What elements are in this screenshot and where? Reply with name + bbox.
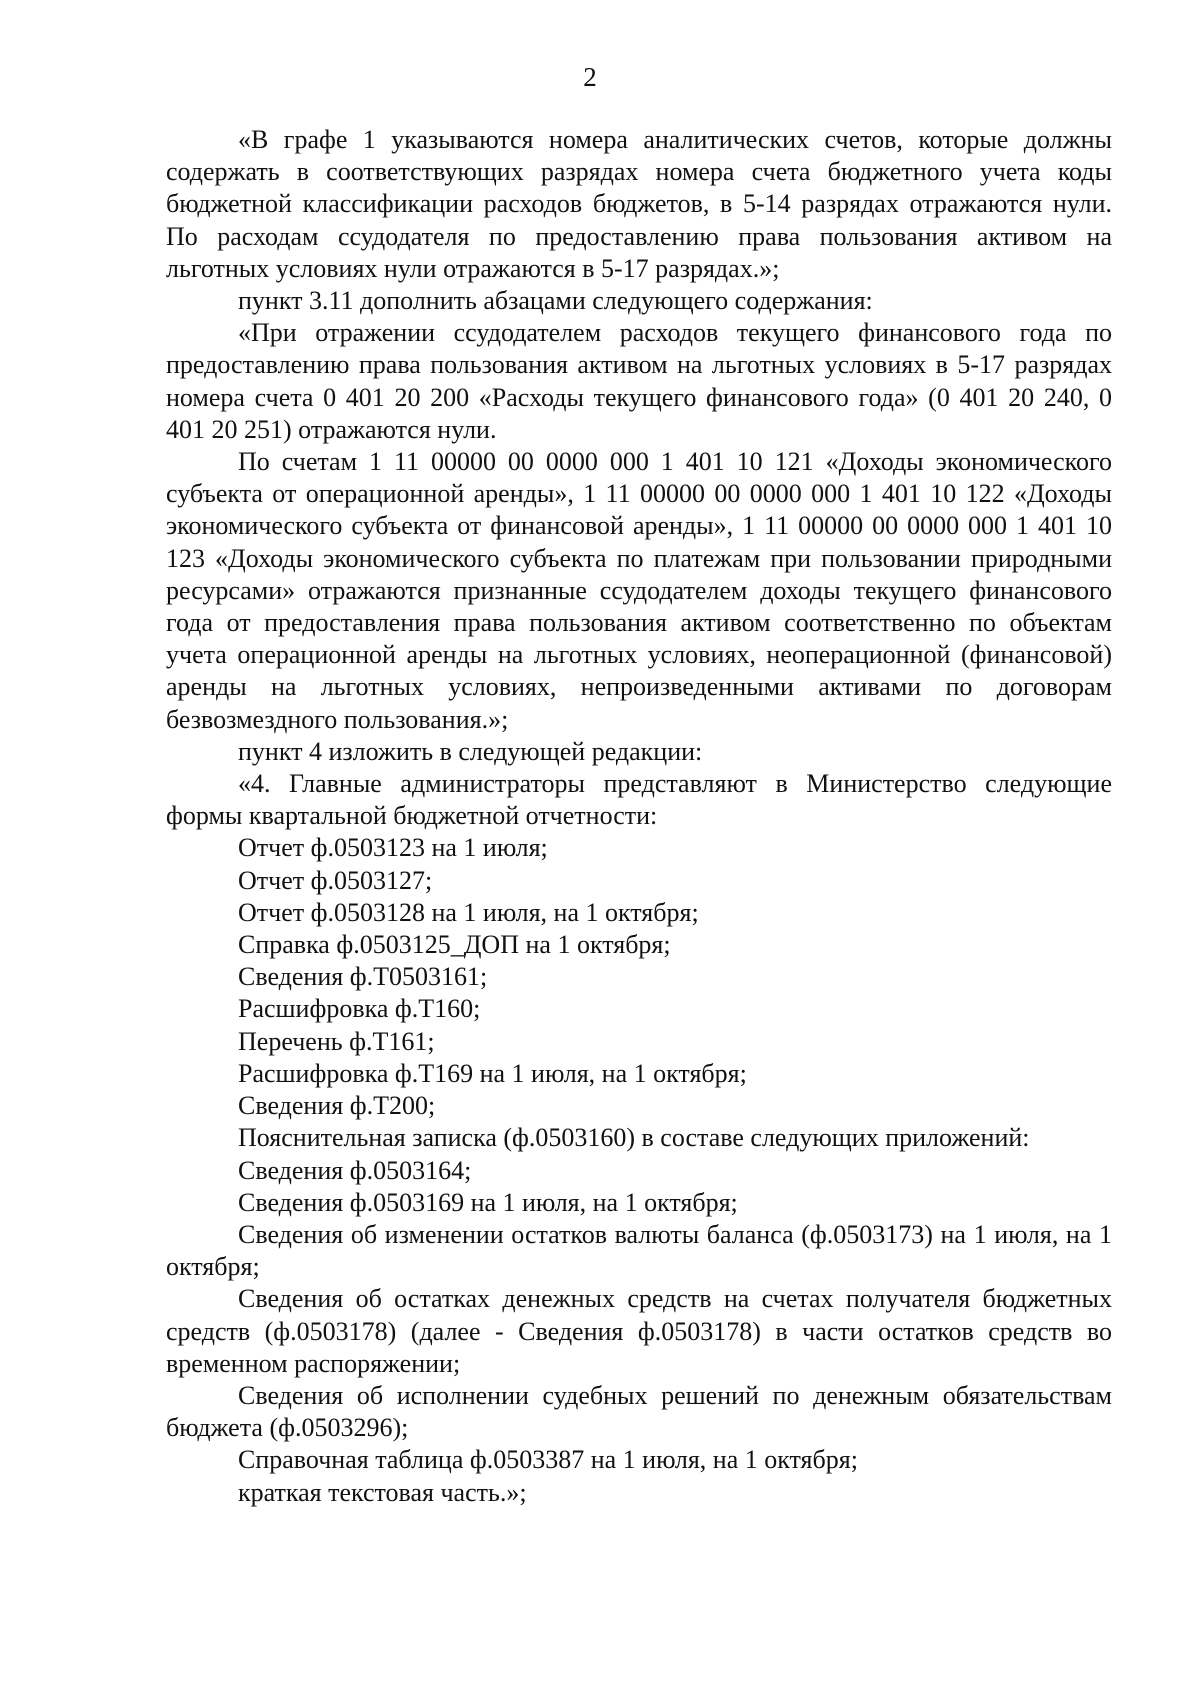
list-item-svedeniya-0503173: Сведения об изменении остатков валюты баланса (ф.0503173) на 1 июля, на 1 октября; [166, 1219, 1112, 1282]
paragraph-otrazhenie: «При отражении ссудодателем расходов текущего финансового года по предоставлению права пользования активом на льготных условиях в 5-17 разрядах номера счета 0 401 20 200 «Расходы текущего финансового года» (0 401 20 240, 0 401 20 251) отражаются нули. [166, 318, 1112, 444]
paragraph-punkt-3-11: пункт 3.11 дополнить абзацами следующего содержания: [238, 286, 873, 316]
list-item-kratkaya-chast: краткая текстовая часть.»; [238, 1477, 527, 1507]
list-item-rasshifrovka-t160: Расшифровка ф.Т160; [238, 994, 481, 1024]
paragraph-po-schetam: По счетам 1 11 00000 00 0000 000 1 401 10 121 «Доходы экономического субъекта от операционной аренды», 1 11 00000 00 0000 000 1 401 10 122 «Доходы экономического субъекта от финансовой аренды», 1 11 00000 00 0000 000 1 401 10 123 «Доходы экономического субъекта по платежам при пользовании природными ресурсами» отражаются признанные ссудодателем доходы текущего финансового года от предоставления права пользования активом соответственно по объектам учета операционной аренды на льготных условиях, неоперационной (финансовой) аренды на льготных условиях, непроизведенными активами по договорам безвозмездного пользования.»; [166, 447, 1112, 734]
document-body [166, 124, 1112, 1509]
list-item-svedeniya-0503164: Сведения ф.0503164; [238, 1155, 472, 1185]
list-item-poyasnitelnaya: Пояснительная записка (ф.0503160) в составе следующих приложений: [238, 1123, 1030, 1153]
list-item-tablica-0503387: Справочная таблица ф.0503387 на 1 июля, на 1 октября; [238, 1445, 858, 1475]
paragraph-grafe-1: «В графе 1 указываются номера аналитических счетов, которые должны содержать в соответствующих разрядах номера счета бюджетного учета коды бюджетной классификации расходов бюджетов, в 5-14 разрядах отражаются нули. По расходам ссудодателя по предоставлению права пользования активом на льготных условиях нули отражаются в 5-17 разрядах.»; [166, 125, 1112, 283]
list-item-rasshifrovka-t169: Расшифровка ф.Т169 на 1 июля, на 1 октября; [238, 1058, 747, 1088]
list-item-svedeniya-t0503161: Сведения ф.Т0503161; [238, 962, 488, 992]
paragraph-punkt-4: пункт 4 изложить в следующей редакции: [238, 736, 703, 766]
list-item-svedeniya-t200: Сведения ф.Т200; [238, 1091, 436, 1121]
paragraph-punkt-4-text: «4. Главные администраторы представляют в Министерство следующие формы квартальной бюджетной отчетности: [166, 769, 1112, 831]
list-item-otchet-0503123: Отчет ф.0503123 на 1 июля; [238, 833, 548, 863]
list-item-otchet-0503128: Отчет ф.0503128 на 1 июля, на 1 октября; [238, 897, 699, 927]
list-item-svedeniya-0503296: Сведения об исполнении судебных решений по денежным обязательствам бюджета (ф.0503296); [166, 1380, 1112, 1443]
list-item-otchet-0503127: Отчет ф.0503127; [238, 865, 433, 895]
list-item-svedeniya-0503178: Сведения об остатках денежных средств на счетах получателя бюджетных средств (ф.0503178) (далее - Сведения ф.0503178) в части остатков средств во временном распоряжении; [166, 1284, 1112, 1378]
list-item-perechen-t161: Перечень ф.Т161; [238, 1026, 435, 1056]
list-item-svedeniya-0503169: Сведения ф.0503169 на 1 июля, на 1 октября; [238, 1187, 738, 1217]
list-item-spravka-0503125: Справка ф.0503125_ДОП на 1 октября; [238, 930, 671, 960]
page-number: 2 [583, 62, 597, 92]
